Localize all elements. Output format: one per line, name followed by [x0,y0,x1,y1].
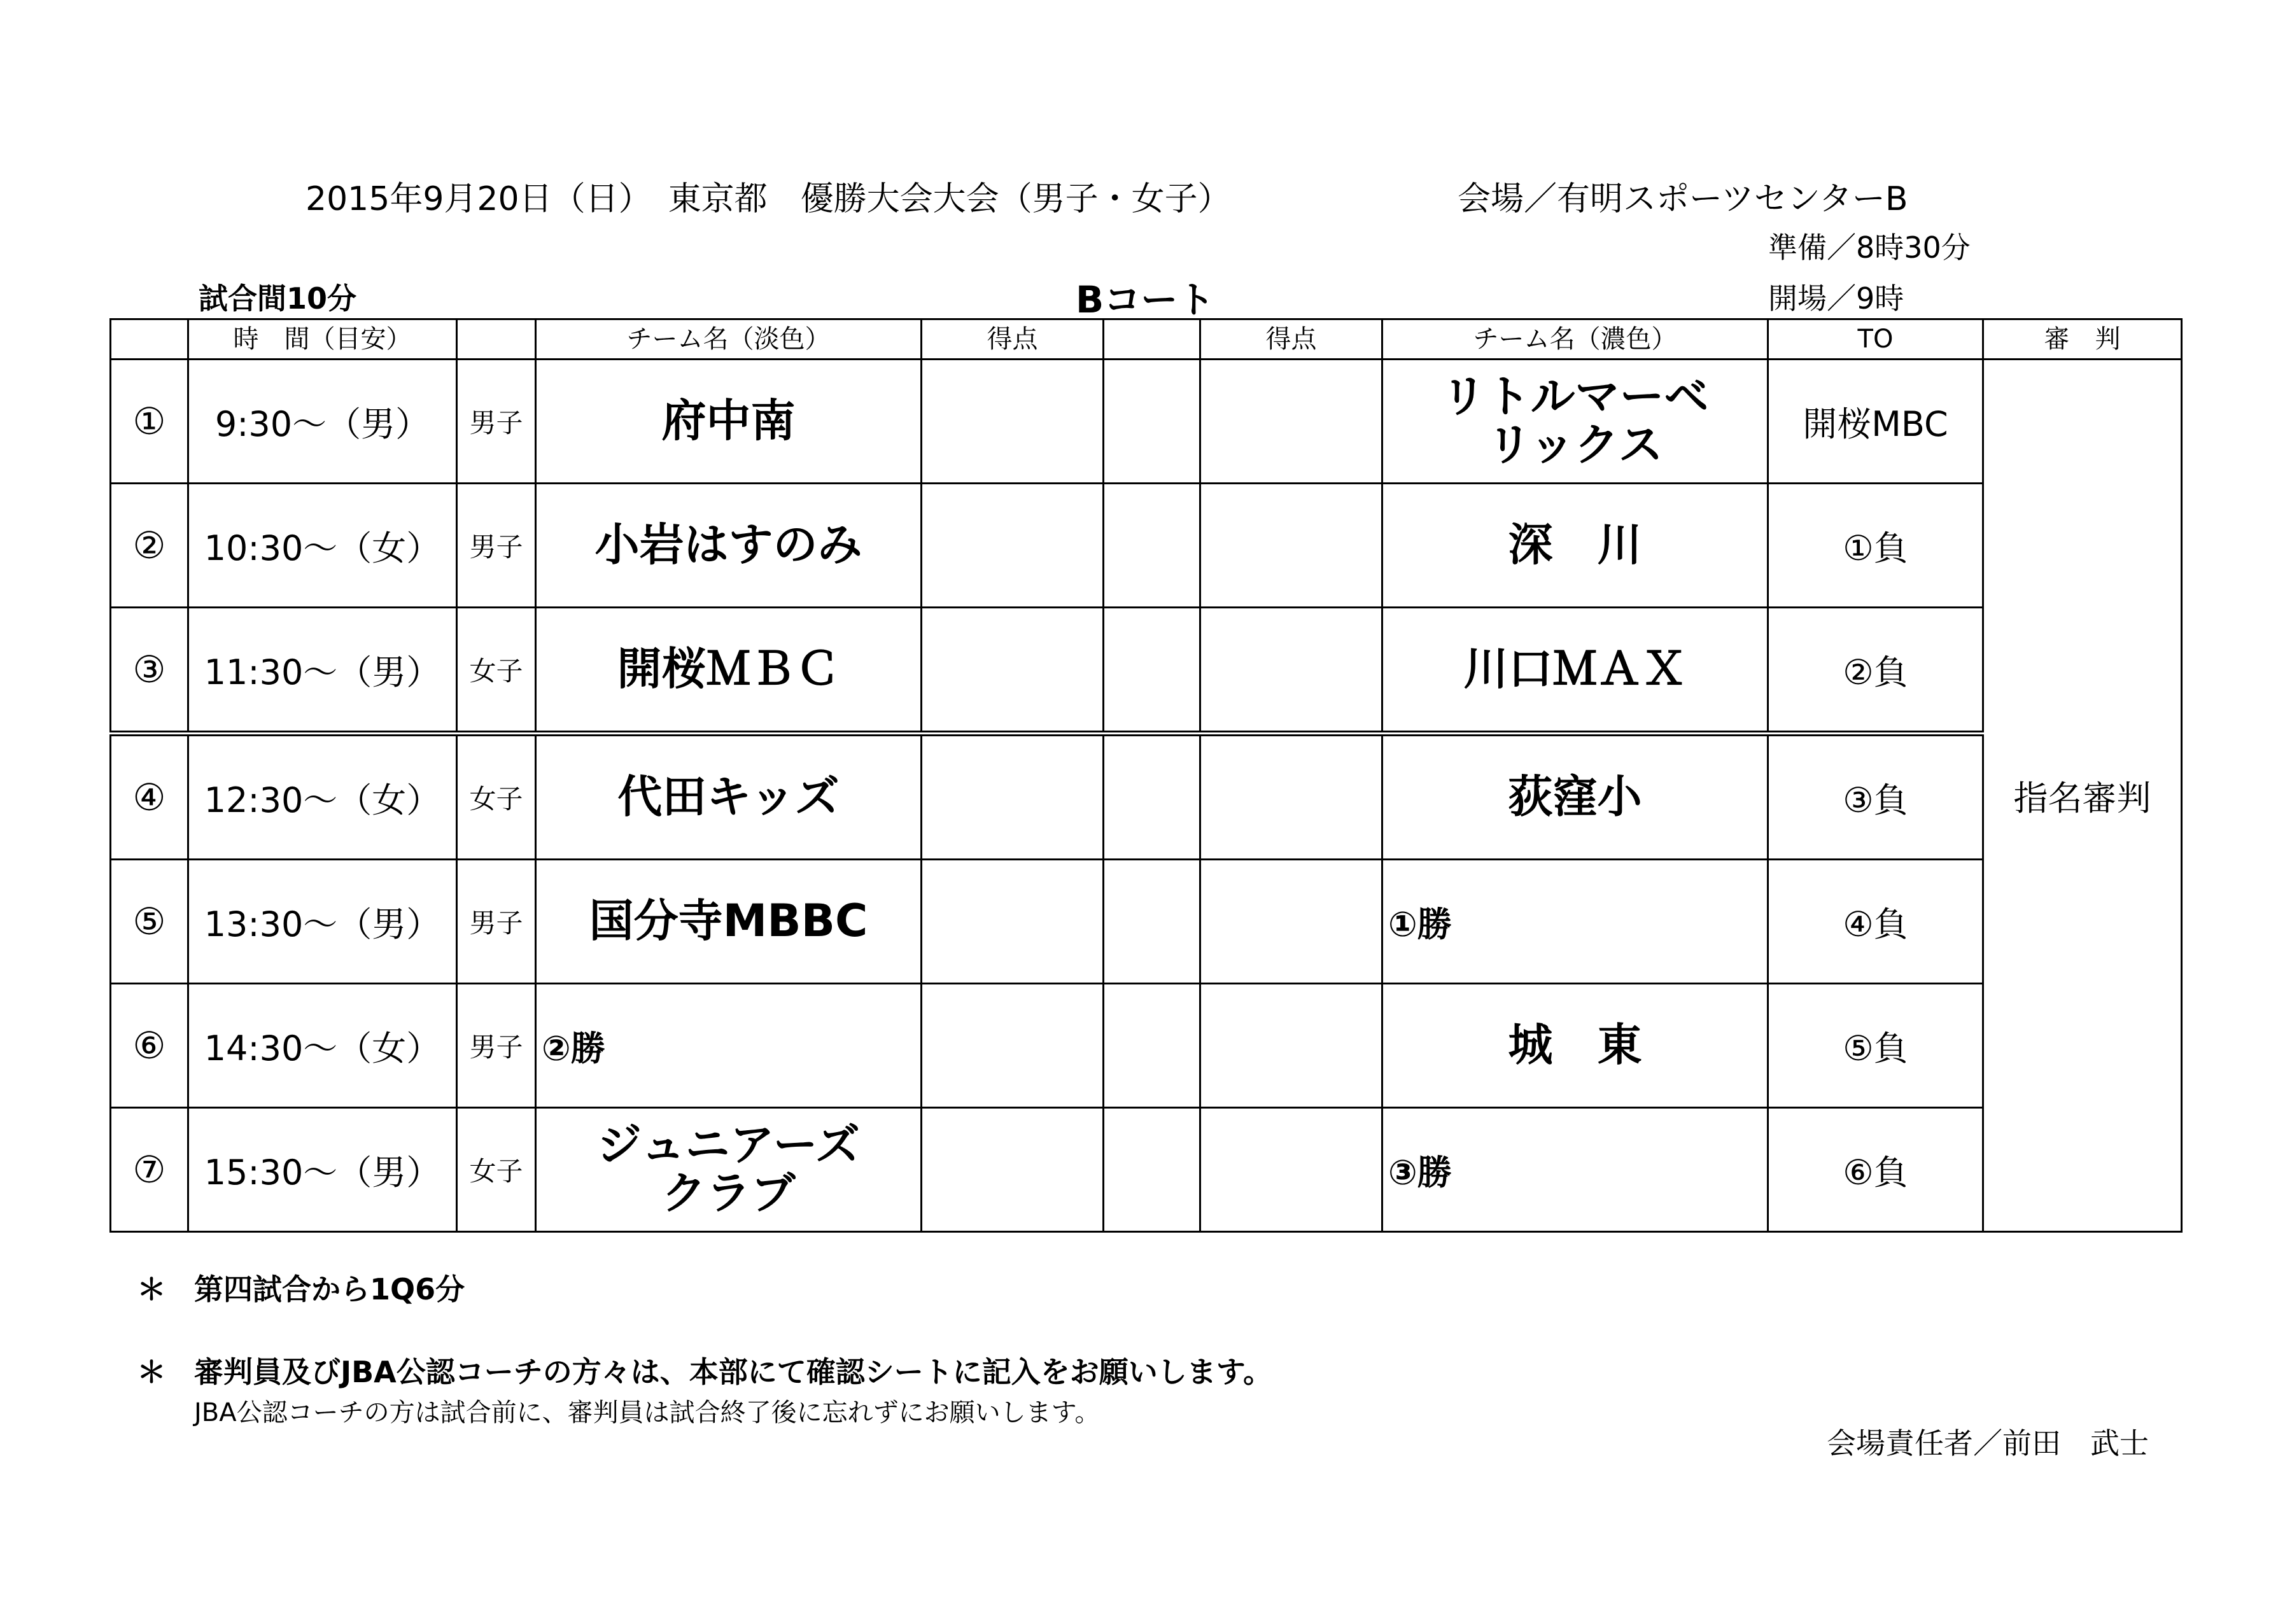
team-dark: 深 川 [1382,484,1768,608]
venue: 会場／有明スポーツセンターB [1458,180,1908,218]
team-light: 代田キッズ [536,734,922,860]
game-division: 男子 [457,360,536,484]
game-number: ⑤ [111,860,188,984]
table-official: ②負 [1768,608,1983,734]
score-dark [1200,608,1382,734]
game-time: 12:30～（女） [188,734,457,860]
team-light: 開桜ＭＢＣ [536,608,922,734]
note-text: 審判員及びJBA公認コーチの方々は、本部にて確認シートに記入をお願いします。 [194,1355,1273,1389]
header-blank [1104,319,1200,360]
score-light [922,1108,1104,1232]
game-time: 13:30～（男） [188,860,457,984]
schedule-table [109,318,2183,1233]
game-number: ④ [111,734,188,860]
game-division: 女子 [457,734,536,860]
game-number: ① [111,360,188,484]
table-row [111,360,2182,484]
team-dark: リトルマーベ リックス [1382,360,1768,484]
table-row [111,608,2182,734]
game-number: ⑥ [111,984,188,1108]
score-dark [1200,734,1382,860]
score-blank [1104,1108,1200,1232]
header-team-dark: チーム名（濃色） [1382,319,1768,360]
team-dark: 川口ＭＡＸ [1382,608,1768,734]
note-quarter-length [137,1266,465,1308]
game-time: 11:30～（男） [188,608,457,734]
note-check-sheet [137,1349,1272,1391]
score-blank [1104,484,1200,608]
score-light [922,360,1104,484]
game-division: 男子 [457,984,536,1108]
table-official: ①負 [1768,484,1983,608]
score-dark [1200,984,1382,1108]
note-text: 第四試合から1Q6分 [194,1272,465,1306]
header-score-dark: 得点 [1200,319,1382,360]
score-light [922,860,1104,984]
court-name: Bコート [1076,278,1215,321]
score-blank [1104,608,1200,734]
table-official: ③負 [1768,734,1983,860]
table-row [111,984,2182,1108]
score-dark [1200,860,1382,984]
table-row [111,860,2182,984]
game-time: 10:30～（女） [188,484,457,608]
header-division [457,319,536,360]
score-light [922,984,1104,1108]
team-dark: ①勝 [1382,860,1768,984]
table-official: ⑥負 [1768,1108,1983,1232]
team-light: 府中南 [536,360,922,484]
team-dark: 城 東 [1382,984,1768,1108]
score-light [922,608,1104,734]
header-referee: 審 判 [1983,319,2182,360]
table-official: ④負 [1768,860,1983,984]
game-number: ③ [111,608,188,734]
score-dark [1200,360,1382,484]
table-header-row [111,319,2182,360]
game-division: 男子 [457,860,536,984]
game-number: ⑦ [111,1108,188,1232]
header-num [111,319,188,360]
open-time: 開場／9時 [1768,281,1904,316]
table-official: 開桜MBC [1768,360,1983,484]
score-dark [1200,1108,1382,1232]
prep-time: 準備／8時30分 [1768,230,1971,265]
score-light [922,484,1104,608]
table-row [111,1108,2182,1232]
header-time: 時 間（目安） [188,319,457,360]
table-row [111,734,2182,860]
header-to: TO [1768,319,1983,360]
score-blank [1104,984,1200,1108]
team-light: ジュニアーズ クラブ [536,1108,922,1232]
note-timing: JBA公認コーチの方は試合前に、審判員は試合終了後に忘れずにお願いします。 [194,1398,1100,1427]
score-blank [1104,860,1200,984]
score-light [922,734,1104,860]
header-score-light: 得点 [922,319,1104,360]
game-division: 女子 [457,1108,536,1232]
game-number: ② [111,484,188,608]
game-interval: 試合間10分 [199,281,357,316]
team-light: 小岩はすのみ [536,484,922,608]
score-blank [1104,360,1200,484]
table-official: ⑤負 [1768,984,1983,1108]
asterisk: ＊ [137,1272,166,1306]
asterisk: ＊ [137,1355,166,1389]
team-light: ②勝 [536,984,922,1108]
game-division: 男子 [457,484,536,608]
team-dark: 荻窪小 [1382,734,1768,860]
game-time: 15:30～（男） [188,1108,457,1232]
referee-cell: 指名審判 [1983,360,2182,1232]
venue-manager: 会場責任者／前田 武士 [1827,1426,2149,1460]
game-division: 女子 [457,608,536,734]
score-blank [1104,734,1200,860]
document-title: 2015年9月20日（日） 東京都 優勝大会大会（男子・女子） [306,180,1231,218]
game-time: 14:30～（女） [188,984,457,1108]
score-dark [1200,484,1382,608]
header-team-light: チーム名（淡色） [536,319,922,360]
table-row [111,484,2182,608]
team-light: 国分寺MBBC [536,860,922,984]
team-dark: ③勝 [1382,1108,1768,1232]
game-time: 9:30～（男） [188,360,457,484]
